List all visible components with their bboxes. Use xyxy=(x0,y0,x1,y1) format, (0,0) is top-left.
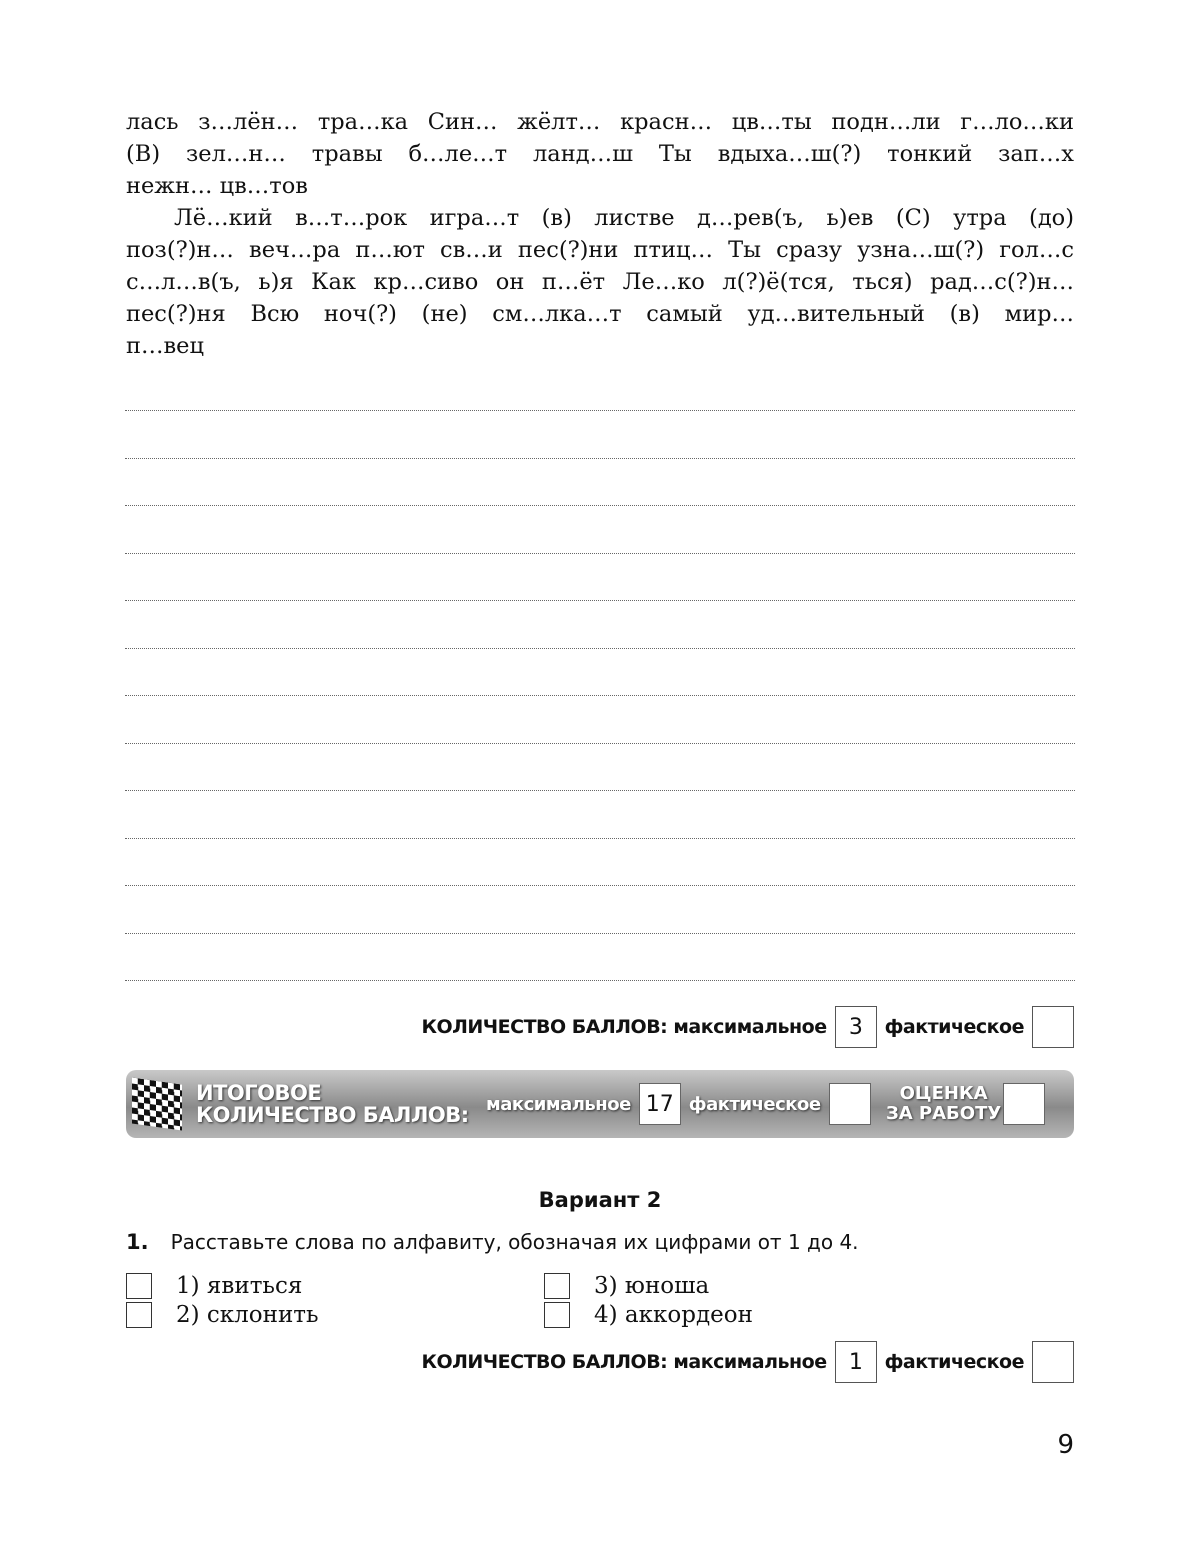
answer-checkbox[interactable] xyxy=(126,1273,152,1299)
task-number: 1. xyxy=(126,1230,149,1254)
text-line: поз(?)н… веч…ра п…ют св…и пес(?)ни птиц… Ты сразу узна…ш(?) гол…с xyxy=(126,237,1074,263)
option-label: 3) юноша xyxy=(594,1273,710,1299)
answer-line[interactable] xyxy=(125,648,1075,649)
text-line: (В) зел…н… травы б…ле…т ланд…ш Ты вдыха…ш(?) тонкий зап…х xyxy=(126,141,1074,167)
option-label: 4) аккордеон xyxy=(594,1302,753,1328)
answer-line[interactable] xyxy=(125,600,1075,601)
exercise-text xyxy=(126,106,1074,362)
answer-line[interactable] xyxy=(125,458,1075,459)
option-2 xyxy=(126,1302,319,1328)
grade-box[interactable] xyxy=(1003,1083,1045,1125)
max-label: максимальное xyxy=(486,1093,631,1115)
total-max-box: 17 xyxy=(639,1083,681,1125)
answer-line[interactable] xyxy=(125,505,1075,506)
page-number: 9 xyxy=(1057,1430,1074,1460)
text-line: п…вец xyxy=(126,333,204,359)
max-score-box: 1 xyxy=(835,1341,877,1383)
total-title: ИТОГОВОЕ КОЛИЧЕСТВО БАЛЛОВ: xyxy=(196,1081,469,1127)
answer-checkbox[interactable] xyxy=(544,1302,570,1328)
option-3 xyxy=(544,1273,709,1299)
task-1-prompt xyxy=(126,1230,859,1254)
grade-label: ОЦЕНКА ЗА РАБОТУ xyxy=(885,1083,1002,1124)
max-label: максимальное xyxy=(673,1351,827,1373)
checkered-flag-icon xyxy=(132,1077,182,1130)
answer-line[interactable] xyxy=(125,743,1075,744)
answer-line[interactable] xyxy=(125,410,1075,411)
text-line: с…л…в(ъ, ь)я Как кр…сиво он п…ёт Ле…ко л(?)ё(тся, ться) рад…с(?)н… xyxy=(126,269,1074,295)
option-4 xyxy=(544,1302,753,1328)
answer-line[interactable] xyxy=(125,885,1075,886)
max-label: максимальное xyxy=(673,1016,827,1038)
answer-line[interactable] xyxy=(125,980,1075,981)
score-row-1 xyxy=(421,1006,1074,1048)
actual-label: фактическое xyxy=(884,1351,1024,1373)
text-line: Лё…кий в…т…рок игра…т (в) листве д…рев(ъ, ь)ев (С) утра (до) xyxy=(174,205,1074,231)
text-line: пес(?)ня Всю ноч(?) (не) см…лка…т самый уд…вительный (в) мир… xyxy=(126,301,1074,327)
score-label: КОЛИЧЕСТВО БАЛЛОВ: xyxy=(421,1016,668,1038)
actual-score-box[interactable] xyxy=(1032,1006,1074,1048)
actual-label: фактическое xyxy=(884,1016,1024,1038)
score-row-2 xyxy=(421,1341,1074,1383)
max-score-box: 3 xyxy=(835,1006,877,1048)
answer-line[interactable] xyxy=(125,790,1075,791)
score-label: КОЛИЧЕСТВО БАЛЛОВ: xyxy=(421,1351,668,1373)
option-label: 1) явиться xyxy=(176,1273,303,1299)
text-line: лась з…лён… тра…ка Син… жёлт… красн… цв…ты подн…ли г…ло…ки xyxy=(126,109,1074,135)
option-1 xyxy=(126,1273,302,1299)
actual-score-box[interactable] xyxy=(1032,1341,1074,1383)
text-line: нежн… цв…тов xyxy=(126,173,308,199)
total-actual-box[interactable] xyxy=(829,1083,871,1125)
answer-checkbox[interactable] xyxy=(544,1273,570,1299)
answer-line[interactable] xyxy=(125,933,1075,934)
actual-label: фактическое xyxy=(688,1093,821,1115)
option-label: 2) склонить xyxy=(176,1302,319,1328)
answer-checkbox[interactable] xyxy=(126,1302,152,1328)
answer-line[interactable] xyxy=(125,695,1075,696)
variant-title: Вариант 2 xyxy=(538,1188,662,1212)
total-score-banner xyxy=(126,1070,1074,1138)
task-text: Расставьте слова по алфавиту, обозначая их цифрами от 1 до 4. xyxy=(170,1230,859,1254)
answer-line[interactable] xyxy=(125,553,1075,554)
answer-line[interactable] xyxy=(125,838,1075,839)
